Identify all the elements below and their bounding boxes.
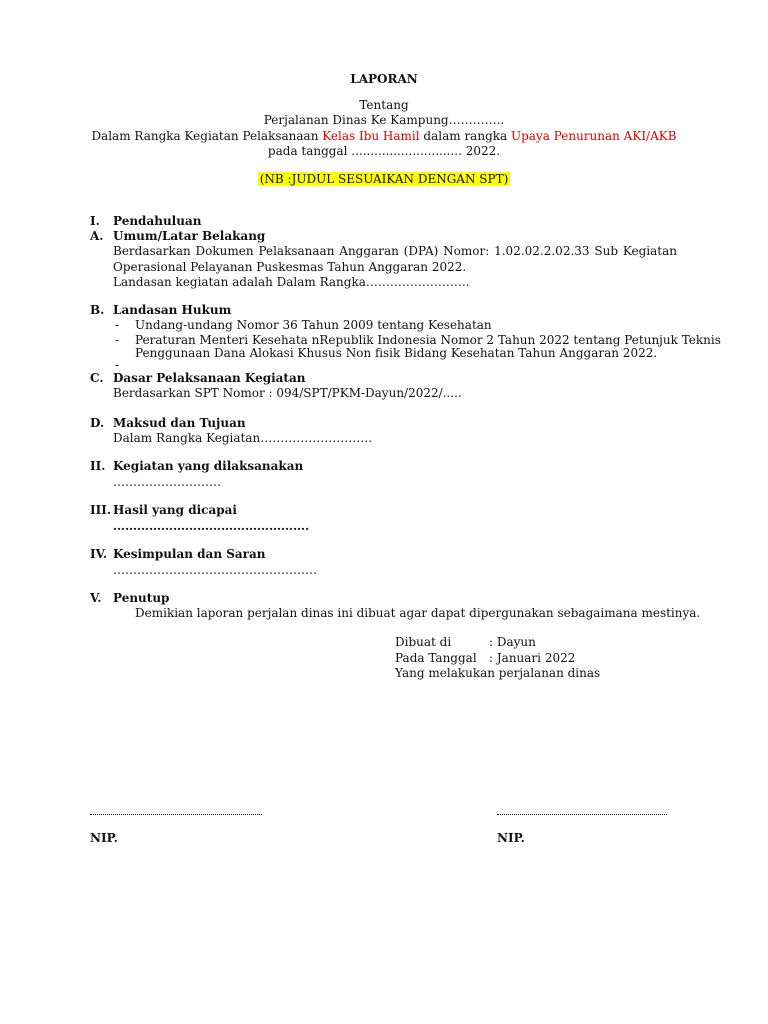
subtitle-line-2-red-1: Kelas Ibu Hamil (322, 129, 420, 143)
section-a-number: A. (90, 229, 104, 243)
section-a-paragraph-1-line-1: Berdasarkan Dokumen Pelaksanaan Anggaran (DPA) Nomor: 1.02.02.2.02.33 Sub Kegiatan (113, 244, 677, 258)
right-nip: NIP. (497, 831, 525, 845)
section-5-number: V. (90, 591, 102, 605)
section-d-text: Dalam Rangka Kegiatan………………………. (113, 431, 373, 445)
section-a-title: Umum/Latar Belakang (113, 229, 266, 243)
section-b-title: Landasan Hukum (113, 303, 232, 317)
section-c-number: C. (90, 371, 104, 385)
section-4-number: IV. (90, 547, 108, 561)
title-note (0, 172, 768, 186)
section-c-title: Dasar Pelaksanaan Kegiatan (113, 371, 306, 385)
made-at-value: : Dayun (489, 635, 536, 649)
subtitle-line-2 (0, 129, 768, 143)
section-3-text: …………………………………………. (113, 519, 310, 533)
subtitle-line-2-mid: dalam rangka (419, 129, 511, 143)
legal-basis-item-2-line-2: Penggunaan Dana Alokasi Khusus Non fisik Bidang Kesehatan Tahun Anggaran 2022. (135, 346, 658, 360)
subtitle-tentang: Tentang (359, 98, 409, 112)
left-signature-line (90, 814, 262, 815)
report-title: LAPORAN (350, 72, 418, 86)
list-bullet: - (115, 358, 120, 372)
section-c-text: Berdasarkan SPT Nomor : 094/SPT/PKM-Dayun/2022/..... (113, 386, 462, 400)
section-3-number: III. (90, 503, 112, 517)
list-bullet: - (115, 333, 120, 347)
legal-basis-item-2-line-1: Peraturan Menteri Kesehata nRepublik Indonesia Nomor 2 Tahun 2022 tentang Petunjuk Teknis (135, 333, 721, 347)
section-4-text: …………………………………………… (113, 563, 317, 577)
section-d-title: Maksud dan Tujuan (113, 416, 246, 430)
section-2-title: Kegiatan yang dilaksanakan (113, 459, 304, 473)
section-b-number: B. (90, 303, 105, 317)
section-a-paragraph-1-line-2: Operasional Pelayanan Puskesmas Tahun Anggaran 2022. (113, 260, 467, 274)
section-d-number: D. (90, 416, 105, 430)
section-1-number: I. (90, 214, 100, 228)
section-a-paragraph-2: Landasan kegiatan adalah Dalam Rangka…………………….. (113, 275, 470, 289)
section-5-title: Penutup (113, 591, 170, 605)
subtitle-line-1: Perjalanan Dinas Ke Kampung………….. (263, 113, 505, 127)
date-value: : Januari 2022 (489, 651, 576, 665)
list-bullet: - (115, 318, 120, 332)
made-at-label: Dibuat di (395, 635, 452, 649)
subtitle-line-2-red-2: Upaya Penurunan AKI/AKB (511, 129, 677, 143)
section-2-text: ……………………… (113, 475, 221, 489)
section-1-title: Pendahuluan (113, 214, 202, 228)
subtitle-line-3: pada tanggal ............................. 2022. (267, 144, 501, 158)
left-nip: NIP. (90, 831, 118, 845)
section-2-number: II. (90, 459, 106, 473)
subtitle-line-2-pre: Dalam Rangka Kegiatan Pelaksanaan (91, 129, 323, 143)
right-signature-line (497, 814, 667, 815)
title-note-highlight: (NB :JUDUL SESUAIKAN DENGAN SPT) (259, 172, 509, 186)
section-3-title: Hasil yang dicapai (113, 503, 237, 517)
section-4-title: Kesimpulan dan Saran (113, 547, 266, 561)
traveler-label: Yang melakukan perjalanan dinas (395, 666, 601, 680)
legal-basis-item-1: Undang-undang Nomor 36 Tahun 2009 tentang Kesehatan (135, 318, 492, 332)
section-5-text: Demikian laporan perjalan dinas ini dibuat agar dapat dipergunakan sebagaimana mestinya. (135, 606, 701, 620)
date-label: Pada Tanggal (395, 651, 477, 665)
